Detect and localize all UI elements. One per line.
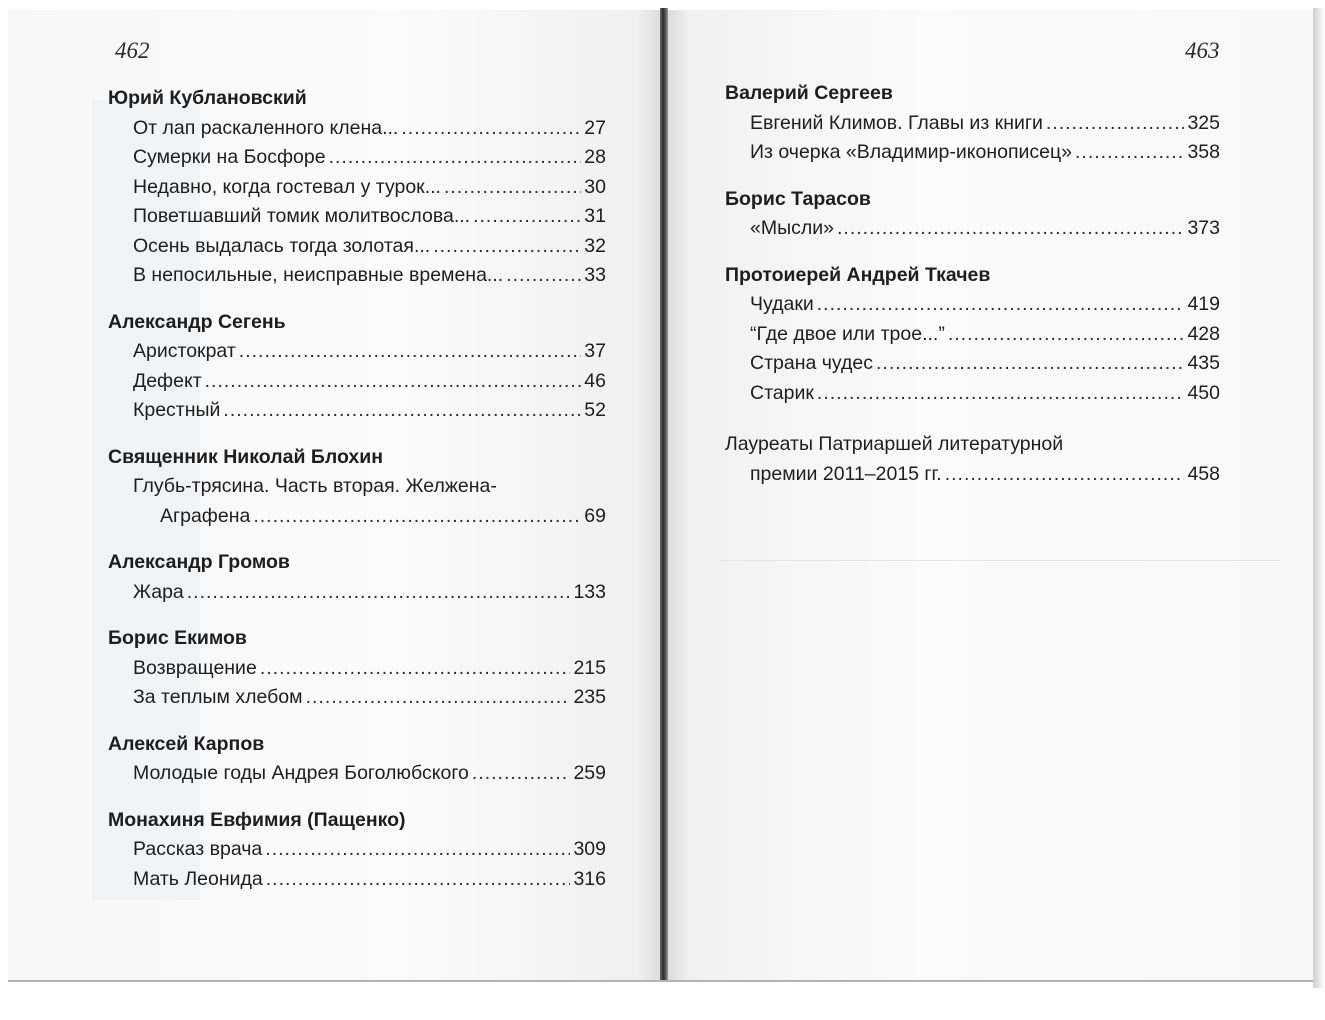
entry-title: Поветшавший томик молитвослова... [133,205,471,227]
leader-dots [260,654,571,684]
entry-title: “Где двое или трое...” [750,322,945,345]
leader-dots [265,835,570,865]
toc-entry [750,320,1220,350]
toc-entry [750,379,1220,409]
entry-title: От лап раскаленного клена... [133,116,399,139]
entry-page: 46 [584,369,606,392]
toc-entry [133,114,606,144]
leader-dots [945,460,1185,490]
entry-page: 325 [1187,111,1220,134]
entry-title: Недавно, когда гостевал у турок... [133,175,441,198]
toc-entry [750,290,1220,320]
entry-page: 69 [584,504,606,527]
entry-title: Крестный [133,399,221,421]
entry-title: Аграфена [160,504,251,527]
toc-entry [133,337,606,367]
toc-entry [133,865,606,895]
author-name: Борис Екимов [108,627,247,649]
toc-entry [133,232,606,262]
entry-title: За теплым хлебом [133,686,303,708]
author-name: Юрий Кублановский [108,87,307,109]
author-name: Монахиня Евфимия (Пащенко) [108,808,406,831]
entry-page: 435 [1187,352,1220,374]
author-name: Борис Тарасов [725,187,871,210]
entry-title: Рассказ врача [133,838,263,860]
entry-title: Из очерка «Владимир-иконописец» [750,141,1073,163]
toc-group [725,185,1220,244]
page-number-right: 463 [1185,38,1220,63]
entry-title: Аристократ [133,340,236,362]
toc-entry [750,138,1220,168]
leader-dots [817,290,1185,320]
entry-page: 373 [1187,217,1220,239]
entry-title-line1: Глубь-трясина. Часть вторая. Желжена- [133,475,497,497]
page-right-edge [1313,8,1325,988]
entry-page: 259 [573,762,606,784]
toc-group [108,806,606,895]
leader-dots [948,320,1185,350]
entry-page: 428 [1187,322,1220,345]
entry-page: 316 [573,867,606,890]
leader-dots [306,683,571,713]
toc-left [108,84,606,911]
leader-dots [253,502,581,532]
entry-page: 27 [584,116,606,139]
toc-entry [725,460,1220,490]
entry-title: Дефект [133,369,202,392]
toc-group [108,730,606,789]
entry-page: 133 [573,580,606,603]
leader-dots [401,114,581,144]
toc-entry [133,654,606,684]
author-name: Алексей Карпов [108,732,265,755]
toc-group [108,308,606,426]
leader-dots [1046,109,1185,139]
toc-entry [750,214,1220,244]
toc-entry [133,367,606,397]
leader-dots [444,173,581,203]
toc-entry [133,173,606,203]
entry-page: 52 [584,399,606,421]
entry-title: Сумерки на Босфоре [133,146,326,168]
entry-title: Жара [133,580,184,603]
toc-entry [133,759,606,789]
entry-title: Осень выдалась тогда золотая... [133,234,431,257]
toc-group-laureates [725,430,1220,489]
toc-entry [750,109,1220,139]
leader-dots [1075,138,1184,168]
entry-title: Возвращение [133,656,257,679]
entry-title: Чудаки [750,293,814,315]
book-spine [660,8,668,983]
leader-dots [876,349,1184,379]
leader-dots [817,379,1185,409]
leader-dots [837,214,1184,244]
leader-dots [205,367,582,397]
leader-dots [329,143,582,173]
leader-dots [239,337,582,367]
entry-page: 458 [1187,462,1220,485]
toc-entry [133,396,606,426]
leader-dots [472,759,571,789]
entry-title: Старик [750,381,814,404]
entry-page: 28 [584,146,606,168]
toc-entry [133,502,606,532]
entry-title: Страна чудес [750,352,873,374]
toc-group [725,261,1220,409]
entry-page: 37 [584,340,606,362]
toc-entry [133,261,606,291]
toc-entry [750,349,1220,379]
author-name: Протоиерей Андрей Ткачев [725,263,991,286]
toc-entry [133,683,606,713]
bleed-through-line [720,560,1280,561]
leader-dots [506,261,581,291]
toc-group [108,624,606,713]
entry-page: 235 [573,686,606,708]
toc-entry [133,835,606,865]
laureates-title-line1: Лауреаты Патриаршей литературной [725,433,1064,455]
leader-dots [433,232,581,262]
toc-group [725,79,1220,168]
toc-group [108,84,606,291]
toc-group [108,443,606,532]
author-name: Валерий Сергеев [725,82,893,104]
leader-dots [266,865,571,895]
page-number-left: 462 [115,38,150,63]
entry-page: 419 [1187,293,1220,315]
entry-title: Мать Леонида [133,867,263,890]
entry-title: Евгений Климов. Главы из книги [750,111,1043,134]
entry-title: «Мысли» [750,217,834,239]
toc-right [725,79,1220,489]
entry-page: 32 [584,234,606,257]
entry-page: 450 [1187,381,1220,404]
leader-dots [223,396,581,426]
toc-entry [133,202,606,232]
entry-page: 215 [573,656,606,679]
toc-group [108,548,606,607]
toc-entry [133,578,606,608]
toc-entry [133,143,606,173]
entry-page: 33 [584,264,606,286]
author-name: Александр Громов [108,551,290,573]
leader-dots [473,202,581,232]
author-name: Александр Сегень [108,310,286,333]
entry-page: 309 [573,838,606,860]
entry-page: 31 [584,205,606,227]
leader-dots [187,578,571,608]
author-name: Священник Николай Блохин [108,445,384,468]
entry-page: 30 [584,175,606,198]
entry-title: В непосильные, неисправные времена... [133,264,504,286]
entry-page: 358 [1187,141,1220,163]
entry-title: премии 2011–2015 гг. [750,462,942,485]
entry-title: Молодые годы Андрея Боголюбского [133,762,469,784]
